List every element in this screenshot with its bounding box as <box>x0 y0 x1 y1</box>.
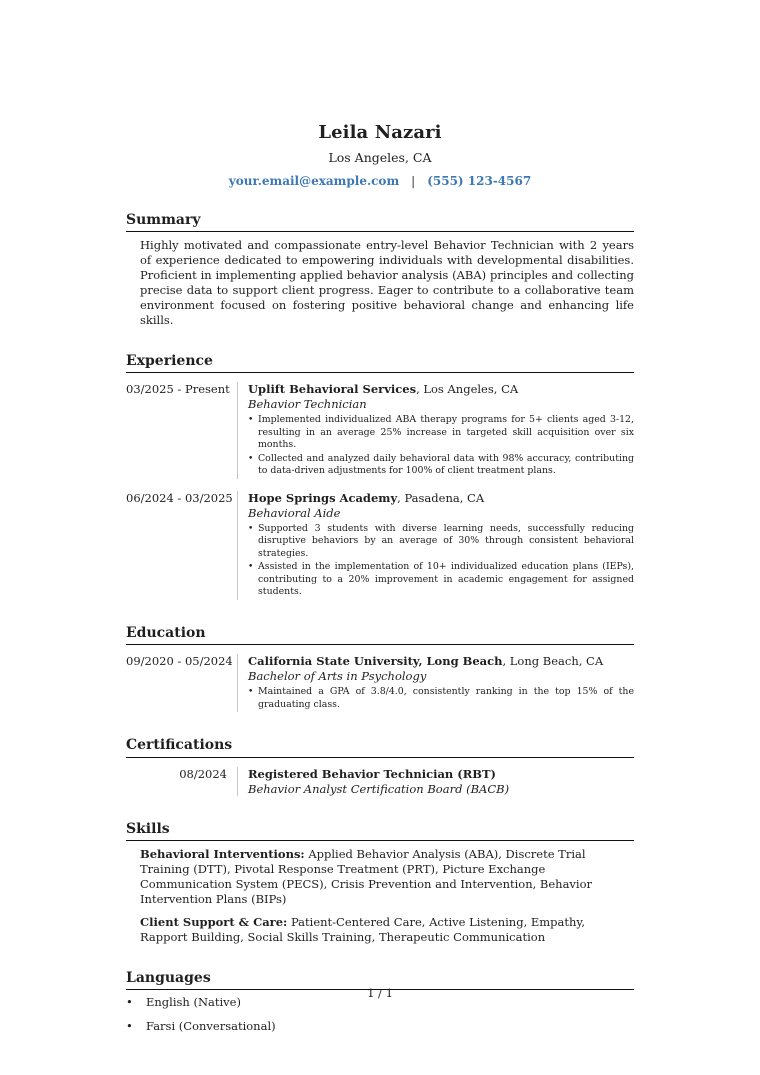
contact-separator: | <box>411 173 416 188</box>
languages-section <box>126 971 634 1034</box>
skill-values: Applied Behavior Analysis (ABA), Discrete Trial Training (DTT), Pivotal Response Treatment (PRT), Picture Exchange Communication System (PECS), Crisis Prevention and Intervention, Behavior Intervention Plans (BIPs) <box>140 846 593 906</box>
education-entry <box>126 654 634 712</box>
entry-content <box>248 767 634 796</box>
language-item: • Farsi (Conversational) <box>126 1019 634 1034</box>
experience-section <box>126 354 634 600</box>
job-title: Behavior Technician <box>248 397 367 412</box>
entry-content <box>248 382 634 479</box>
entry-date: 08/2024 <box>126 767 238 796</box>
experience-entry <box>126 491 634 600</box>
languages-list <box>126 995 634 1034</box>
skill-values: Patient-Centered Care, Active Listening, Empathy, Rapport Building, Social Skills Training, Therapeutic Communication <box>140 914 586 944</box>
entry-content <box>248 654 634 712</box>
email-link[interactable]: your.email@example.com <box>228 173 400 188</box>
skill-category: Client Support & Care: <box>140 914 288 929</box>
entry-date: 09/2020 - 05/2024 <box>126 654 238 712</box>
certification-name: Registered Behavior Technician (RBT) <box>248 766 496 781</box>
candidate-name: Leila Nazari <box>318 122 442 143</box>
experience-entry <box>126 382 634 479</box>
achievement-item: • Supported 3 students with diverse learning needs, successfully reducing disruptive behaviors by an average of 30% through consistent behavioral strategies. <box>248 523 634 561</box>
section-title-languages: Languages <box>126 971 634 990</box>
candidate-location: Los Angeles, CA <box>328 150 432 165</box>
achievement-item: • Maintained a GPA of 3.8/4.0, consistently ranking in the top 15% of the graduating class. <box>248 686 634 711</box>
employer-location: , Los Angeles, CA <box>416 382 519 397</box>
certifications-section <box>126 738 634 795</box>
skills-section <box>126 822 634 945</box>
skill-row <box>140 847 634 907</box>
section-title-summary: Summary <box>126 213 634 232</box>
section-title-experience: Experience <box>126 354 634 373</box>
degree: Bachelor of Arts in Psychology <box>248 669 427 684</box>
summary-section <box>126 213 634 328</box>
achievement-list <box>248 414 634 478</box>
education-section <box>126 626 634 712</box>
employer-name: Uplift Behavioral Services <box>248 382 417 397</box>
achievement-item: • Implemented individualized ABA therapy programs for 5+ clients aged 3-12, resulting in an average 25% increase in targeted skill acquisition over six months. <box>248 414 634 452</box>
contact-line <box>126 175 634 187</box>
section-title-education: Education <box>126 626 634 645</box>
achievement-list <box>248 523 634 599</box>
skill-row <box>140 915 634 945</box>
section-title-skills: Skills <box>126 822 634 841</box>
school-name: California State University, Long Beach <box>248 654 503 669</box>
page-number: 1 / 1 <box>367 986 393 1000</box>
entry-date: 06/2024 - 03/2025 <box>126 491 238 600</box>
job-title: Behavioral Aide <box>248 505 341 520</box>
resume-page <box>126 124 634 1043</box>
entry-content <box>248 491 634 600</box>
resume-header <box>126 124 634 187</box>
achievement-item: • Collected and analyzed daily behavioral data with 98% accuracy, contributing to data-driven adjustments for 100% of client treatment plans. <box>248 453 634 478</box>
language-item: • English (Native) <box>126 995 634 1010</box>
school-location: , Long Beach, CA <box>502 654 604 669</box>
skills-list <box>140 847 634 945</box>
achievement-list <box>248 686 634 711</box>
certification-issuer: Behavior Analyst Certification Board (BACB) <box>248 781 510 796</box>
section-title-certifications: Certifications <box>126 738 634 757</box>
certification-entry <box>126 767 634 796</box>
employer-location: , Pasadena, CA <box>397 490 485 505</box>
skill-category: Behavioral Interventions: <box>140 846 305 861</box>
employer-name: Hope Springs Academy <box>248 490 398 505</box>
entry-date: 03/2025 - Present <box>126 382 238 479</box>
summary-text: Highly motivated and compassionate entry-level Behavior Technician with 2 years of experience dedicated to empowering individuals with developmental disabilities. Proficient in implementing applied behavior analysis (ABA) principles and collecting precise data to support client progress. Eager to contribute to a collaborative team environment focused on fostering positive behavioral change and enhancing life skills. <box>140 237 634 327</box>
achievement-item: • Assisted in the implementation of 10+ individualized education plans (IEPs), contributing to a 20% improvement in academic engagement for assigned students. <box>248 561 634 599</box>
phone-link[interactable]: (555) 123-4567 <box>427 173 532 188</box>
